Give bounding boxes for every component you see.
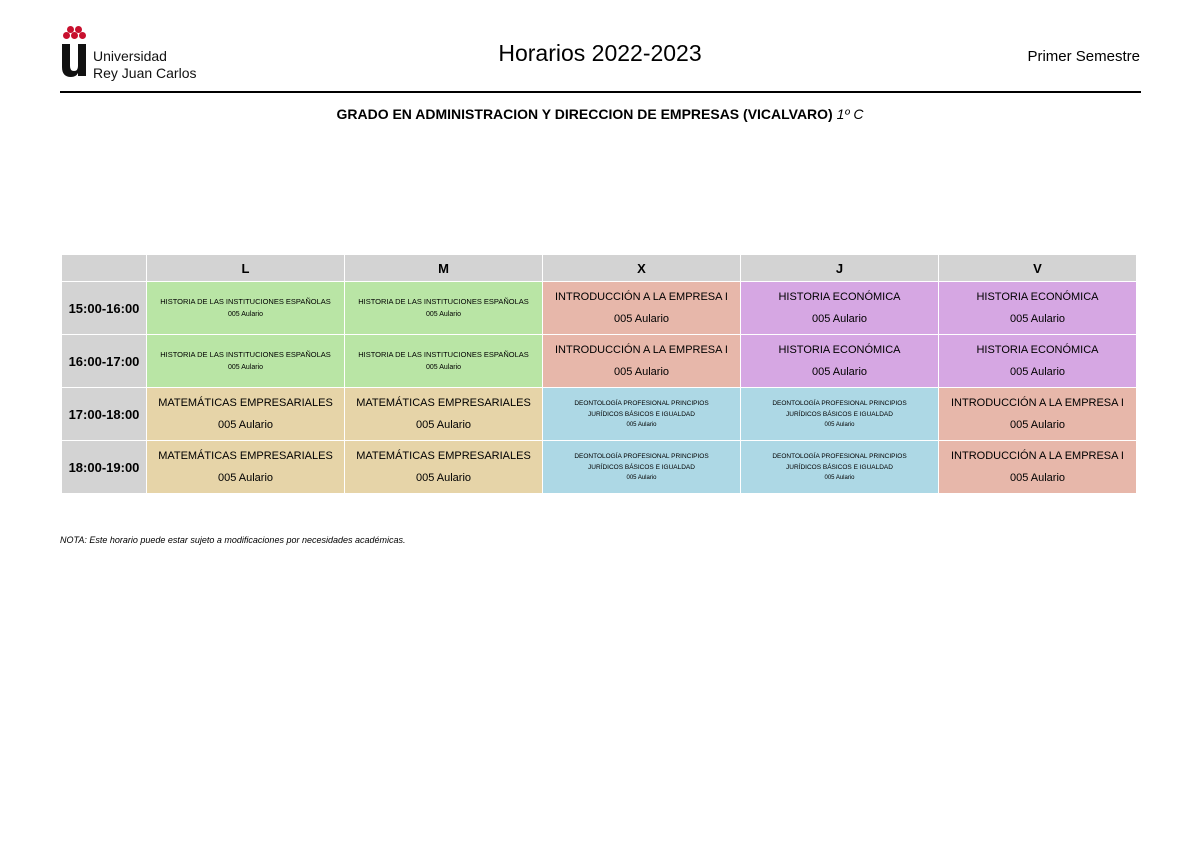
page-title: Horarios 2022-2023 bbox=[498, 40, 702, 66]
subject-name: DEONTOLOGÍA PROFESIONAL PRINCIPIOS JURÍDICOS BÁSICOS E IGUALDAD bbox=[772, 399, 907, 418]
room-name: 005 Aulario bbox=[217, 419, 274, 431]
class-cell bbox=[345, 282, 543, 335]
room-name: 005 Aulario bbox=[613, 313, 670, 325]
subject-name: HISTORIA ECONÓMICA bbox=[976, 291, 1099, 303]
logo-line-2: Rey Juan Carlos bbox=[93, 65, 197, 81]
room-name: 005 Aulario bbox=[227, 364, 264, 371]
subject-name: INTRODUCCIÓN A LA EMPRESA I bbox=[555, 291, 728, 303]
subject-name: HISTORIA DE LAS INSTITUCIONES ESPAÑOLAS bbox=[160, 350, 331, 359]
room-name: 005 Aulario bbox=[1009, 313, 1066, 325]
subject-name: HISTORIA ECONÓMICA bbox=[778, 344, 901, 356]
time-slot: 17:00-18:00 bbox=[62, 388, 147, 441]
subject-name: HISTORIA ECONÓMICA bbox=[778, 291, 901, 303]
class-cell bbox=[543, 388, 741, 441]
subject-name: DEONTOLOGÍA PROFESIONAL PRINCIPIOS JURÍDICOS BÁSICOS E IGUALDAD bbox=[574, 452, 709, 471]
class-cell bbox=[147, 282, 345, 335]
header-divider bbox=[60, 91, 1141, 93]
room-name: 005 Aulario bbox=[824, 421, 855, 428]
semester-label: Primer Semestre bbox=[1027, 48, 1140, 65]
room-name: 005 Aulario bbox=[415, 472, 472, 484]
class-cell bbox=[543, 282, 741, 335]
class-cell bbox=[345, 335, 543, 388]
class-cell bbox=[345, 388, 543, 441]
class-cell bbox=[147, 388, 345, 441]
room-name: 005 Aulario bbox=[1009, 419, 1066, 431]
table-row bbox=[62, 441, 1137, 494]
timetable bbox=[61, 254, 1137, 494]
subject-name: MATEMÁTICAS EMPRESARIALES bbox=[158, 397, 333, 409]
subject-name: DEONTOLOGÍA PROFESIONAL PRINCIPIOS JURÍDICOS BÁSICOS E IGUALDAD bbox=[574, 399, 709, 418]
table-row bbox=[62, 388, 1137, 441]
day-header: V bbox=[939, 255, 1137, 282]
time-slot: 18:00-19:00 bbox=[62, 441, 147, 494]
class-cell bbox=[939, 282, 1137, 335]
subject-name: DEONTOLOGÍA PROFESIONAL PRINCIPIOS JURÍDICOS BÁSICOS E IGUALDAD bbox=[772, 452, 907, 471]
class-cell bbox=[543, 441, 741, 494]
class-cell bbox=[939, 441, 1137, 494]
class-cell bbox=[939, 388, 1137, 441]
subject-name: MATEMÁTICAS EMPRESARIALES bbox=[356, 397, 531, 409]
logo-dots-icon bbox=[60, 26, 90, 40]
subject-name: MATEMÁTICAS EMPRESARIALES bbox=[158, 450, 333, 462]
class-cell bbox=[741, 441, 939, 494]
subject-name: INTRODUCCIÓN A LA EMPRESA I bbox=[951, 397, 1124, 409]
subject-name: HISTORIA ECONÓMICA bbox=[976, 344, 1099, 356]
subject-name: HISTORIA DE LAS INSTITUCIONES ESPAÑOLAS bbox=[358, 350, 529, 359]
room-name: 005 Aulario bbox=[425, 311, 462, 318]
subject-name: HISTORIA DE LAS INSTITUCIONES ESPAÑOLAS bbox=[160, 297, 331, 306]
corner-cell bbox=[62, 255, 147, 282]
room-name: 005 Aulario bbox=[415, 419, 472, 431]
degree-name: GRADO EN ADMINISTRACION Y DIRECCION DE EMPRESAS (VICALVARO) bbox=[336, 106, 833, 122]
class-cell bbox=[741, 282, 939, 335]
table-row bbox=[62, 282, 1137, 335]
class-cell bbox=[543, 335, 741, 388]
room-name: 005 Aulario bbox=[824, 474, 855, 481]
room-name: 005 Aulario bbox=[626, 474, 657, 481]
room-name: 005 Aulario bbox=[227, 311, 264, 318]
room-name: 005 Aulario bbox=[1009, 472, 1066, 484]
room-name: 005 Aulario bbox=[425, 364, 462, 371]
class-cell bbox=[741, 388, 939, 441]
class-cell bbox=[345, 441, 543, 494]
room-name: 005 Aulario bbox=[613, 366, 670, 378]
subject-name: HISTORIA DE LAS INSTITUCIONES ESPAÑOLAS bbox=[358, 297, 529, 306]
room-name: 005 Aulario bbox=[626, 421, 657, 428]
subject-name: INTRODUCCIÓN A LA EMPRESA I bbox=[555, 344, 728, 356]
day-header: L bbox=[147, 255, 345, 282]
subject-name: INTRODUCCIÓN A LA EMPRESA I bbox=[951, 450, 1124, 462]
class-cell bbox=[939, 335, 1137, 388]
footnote: NOTA: Este horario puede estar sujeto a modificaciones por necesidades académicas. bbox=[60, 535, 406, 545]
degree-title bbox=[0, 106, 1200, 122]
logo-line-1: Universidad bbox=[93, 48, 167, 64]
room-name: 005 Aulario bbox=[811, 313, 868, 325]
time-slot: 16:00-17:00 bbox=[62, 335, 147, 388]
class-cell bbox=[741, 335, 939, 388]
day-header: J bbox=[741, 255, 939, 282]
class-cell bbox=[147, 441, 345, 494]
subject-name: MATEMÁTICAS EMPRESARIALES bbox=[356, 450, 531, 462]
room-name: 005 Aulario bbox=[217, 472, 274, 484]
class-cell bbox=[147, 335, 345, 388]
timetable-header-row bbox=[62, 255, 1137, 282]
time-slot: 15:00-16:00 bbox=[62, 282, 147, 335]
day-header: M bbox=[345, 255, 543, 282]
room-name: 005 Aulario bbox=[1009, 366, 1066, 378]
room-name: 005 Aulario bbox=[811, 366, 868, 378]
degree-group: 1º C bbox=[836, 106, 864, 122]
table-row bbox=[62, 335, 1137, 388]
day-header: X bbox=[543, 255, 741, 282]
